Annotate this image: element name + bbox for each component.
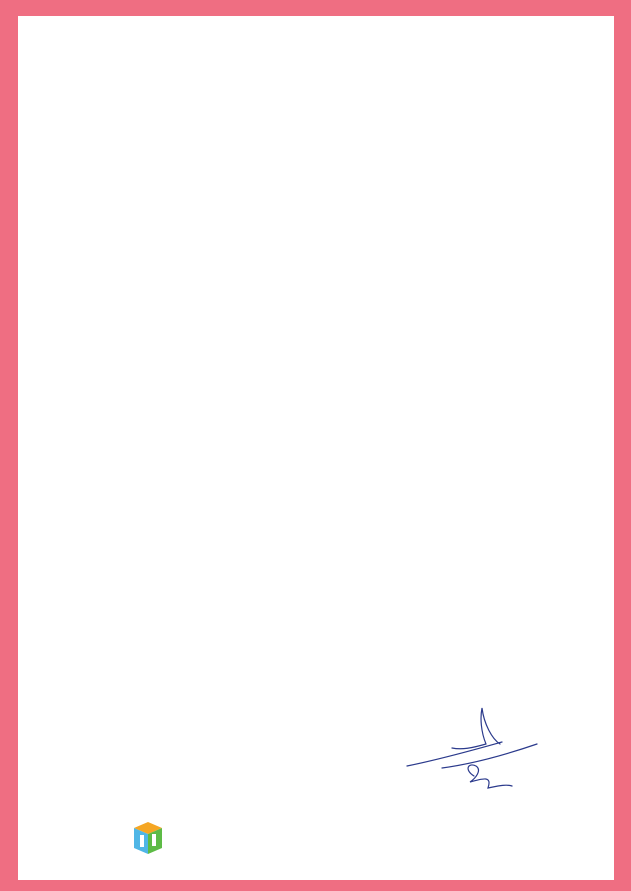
footer [18, 816, 614, 866]
decorative-crosses [18, 568, 614, 663]
handwritten-signature-icon [402, 704, 542, 794]
certificate-sheet [18, 16, 614, 880]
center-logo-icon [128, 820, 164, 856]
olympiad-header [18, 61, 614, 63]
olympiad-plus-logo-icon [282, 22, 350, 60]
signature-block [45, 704, 605, 794]
